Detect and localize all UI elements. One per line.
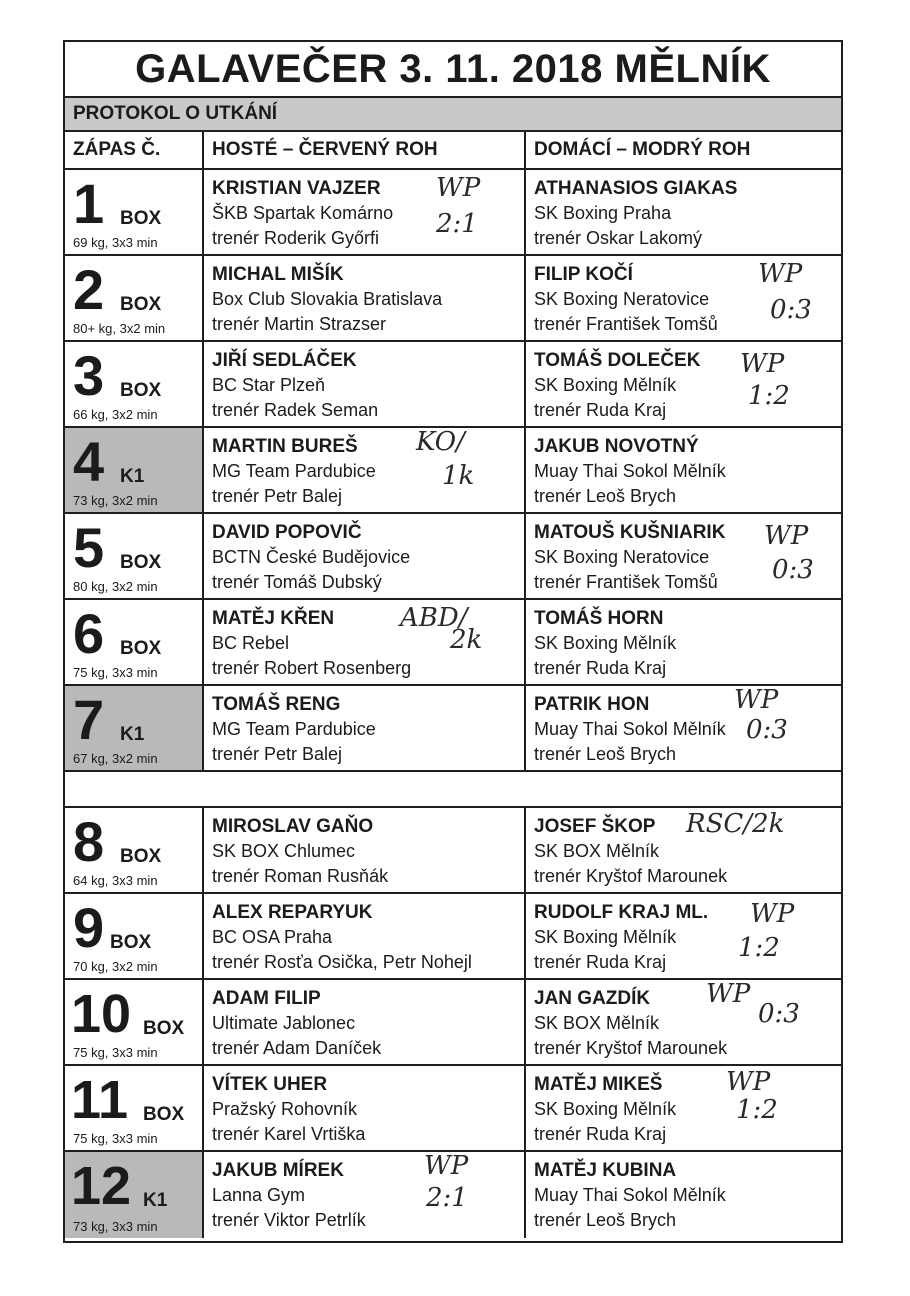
handwritten-result-verdict: WP [764, 521, 809, 551]
red-fighter-coach: trenér Karel Vrtiška [212, 1124, 366, 1144]
bout-number: 3 [73, 344, 105, 407]
bout-row [65, 428, 841, 514]
bout-number-cell [65, 894, 204, 978]
blue-corner-cell [526, 256, 841, 340]
bout-row [65, 686, 841, 772]
bout-number: 2 [73, 258, 105, 321]
bout-discipline: BOX [143, 1018, 185, 1039]
bout-number-cell [65, 600, 204, 684]
bout-weight-rounds: 73 kg, 3x3 min [73, 1219, 158, 1234]
blue-fighter-club: Muay Thai Sokol Mělník [534, 461, 726, 481]
blue-corner-cell [526, 342, 841, 426]
handwritten-result-score: 0:3 [758, 999, 800, 1029]
blue-fighter-name: JAKUB NOVOTNÝ [534, 436, 699, 457]
bout-weight-rounds: 70 kg, 3x2 min [73, 959, 158, 974]
bout-discipline: K1 [120, 466, 145, 487]
blue-fighter-club: SK Boxing Praha [534, 203, 672, 223]
red-fighter-club: BC Rebel [212, 633, 290, 653]
blue-corner-cell [526, 1152, 841, 1238]
section-separator [65, 772, 841, 808]
red-fighter-coach: trenér Adam Daníček [212, 1038, 382, 1058]
red-fighter-coach: trenér Robert Rosenberg [212, 658, 412, 678]
bout-number-cell [65, 980, 204, 1064]
bout-number-cell [65, 342, 204, 426]
red-fighter-club: Box Club Slovakia Bratislava [212, 289, 443, 309]
blue-corner-cell [526, 170, 841, 254]
blue-fighter-club: SK Boxing Mělník [534, 633, 677, 653]
bout-row [65, 980, 841, 1066]
header-bout-number: ZÁPAS Č. [65, 132, 204, 168]
blue-fighter-name: ATHANASIOS GIAKAS [534, 178, 738, 199]
red-fighter-name: DAVID POPOVIČ [212, 522, 362, 543]
red-fighter-coach: trenér Viktor Petrlík [212, 1210, 366, 1230]
blue-corner-cell [526, 808, 841, 892]
blue-fighter-coach: trenér Leoš Brych [534, 1210, 677, 1230]
red-fighter-name: JIŘÍ SEDLÁČEK [212, 350, 357, 371]
red-fighter-club: Pražský Rohovník [212, 1099, 358, 1119]
red-fighter-club: BCTN České Budějovice [212, 547, 411, 567]
red-fighter [204, 894, 524, 975]
bout-weight-rounds: 64 kg, 3x3 min [73, 873, 158, 888]
bout-row [65, 808, 841, 894]
red-fighter-name: MATĚJ KŘEN [212, 608, 335, 629]
blue-fighter [526, 686, 841, 767]
red-fighter-coach: trenér Tomáš Dubský [212, 572, 382, 592]
bout-weight-rounds: 67 kg, 3x2 min [73, 751, 158, 766]
blue-corner-cell [526, 686, 841, 770]
bout-number: 11 [71, 1070, 129, 1130]
handwritten-result-verdict: WP [726, 1067, 771, 1097]
handwritten-result-score: 0:3 [746, 715, 788, 745]
bout-number: 8 [73, 810, 105, 873]
blue-fighter [526, 1066, 841, 1147]
red-corner-cell [204, 894, 526, 978]
bout-number: 12 [71, 1156, 132, 1216]
bout-row [65, 894, 841, 980]
red-fighter [204, 256, 524, 337]
bout-discipline: BOX [120, 294, 162, 315]
bout-number-cell [65, 428, 204, 512]
red-fighter-coach: trenér Roman Rusňák [212, 866, 389, 886]
blue-fighter-name: MATĚJ KUBINA [534, 1160, 677, 1181]
red-corner-cell [204, 514, 526, 598]
red-fighter-name: MIROSLAV GAŇO [212, 816, 374, 837]
bout-number-cell [65, 1152, 204, 1238]
red-fighter-coach: trenér Rosťa Osička, Petr Nohejl [212, 952, 472, 972]
red-fighter-coach: trenér Petr Balej [212, 744, 343, 764]
bout-discipline: BOX [143, 1104, 185, 1125]
handwritten-result-verdict: WP [436, 173, 481, 203]
blue-fighter-club: Muay Thai Sokol Mělník [534, 719, 726, 739]
handwritten-result-score: 1:2 [738, 933, 780, 963]
blue-fighter [526, 170, 841, 251]
handwritten-result-score: 2k [450, 625, 483, 655]
bout-discipline: K1 [143, 1190, 168, 1211]
bout-row [65, 1152, 841, 1238]
red-corner-cell [204, 1152, 526, 1238]
bout-weight-rounds: 73 kg, 3x2 min [73, 493, 158, 508]
blue-fighter-name: TOMÁŠ HORN [534, 608, 664, 629]
bout-discipline: BOX [120, 552, 162, 573]
blue-fighter-coach: trenér Kryštof Marounek [534, 866, 728, 886]
blue-fighter-coach: trenér Leoš Brych [534, 486, 677, 506]
bout-weight-rounds: 66 kg, 3x2 min [73, 407, 158, 422]
red-fighter-name: MICHAL MIŠÍK [212, 264, 344, 285]
red-corner-cell [204, 600, 526, 684]
bout-row [65, 1066, 841, 1152]
red-corner-cell [204, 980, 526, 1064]
blue-fighter-name: MATOUŠ KUŠNIARIK [534, 522, 726, 543]
handwritten-result-score: 1:2 [736, 1095, 778, 1125]
handwritten-result-verdict: WP [740, 349, 785, 379]
bout-discipline: K1 [120, 724, 145, 745]
red-fighter [204, 428, 524, 509]
bout-number: 10 [71, 984, 132, 1044]
blue-fighter-name: TOMÁŠ DOLEČEK [534, 350, 701, 371]
bout-row [65, 170, 841, 256]
red-fighter-name: TOMÁŠ RENG [212, 694, 341, 715]
bout-discipline: BOX [110, 932, 152, 953]
handwritten-result-verdict: RSC/2k [686, 809, 785, 839]
bout-number-cell [65, 808, 204, 892]
blue-fighter [526, 428, 841, 509]
blue-fighter-club: SK Boxing Mělník [534, 927, 677, 947]
red-fighter [204, 980, 524, 1061]
red-fighter-coach: trenér Petr Balej [212, 486, 343, 506]
blue-fighter [526, 1152, 841, 1233]
blue-fighter-name: JOSEF ŠKOP [534, 816, 656, 837]
blue-fighter-club: SK Boxing Mělník [534, 1099, 677, 1119]
red-fighter [204, 342, 524, 423]
blue-fighter-coach: trenér Leoš Brych [534, 744, 677, 764]
handwritten-result-verdict: WP [758, 259, 803, 289]
blue-fighter-coach: trenér Ruda Kraj [534, 400, 667, 420]
bout-number: 5 [73, 516, 105, 579]
blue-fighter-name: FILIP KOČÍ [534, 264, 633, 285]
handwritten-result-verdict: WP [424, 1151, 469, 1181]
red-fighter-club: Ultimate Jablonec [212, 1013, 356, 1033]
blue-fighter-coach: trenér Ruda Kraj [534, 1124, 667, 1144]
handwritten-result-score: 0:3 [770, 295, 812, 325]
blue-corner-cell [526, 600, 841, 684]
red-fighter [204, 808, 524, 889]
bout-discipline: BOX [120, 846, 162, 867]
blue-fighter-coach: trenér Ruda Kraj [534, 952, 667, 972]
bout-number: 4 [73, 430, 105, 493]
bout-weight-rounds: 75 kg, 3x3 min [73, 1131, 158, 1146]
red-corner-cell [204, 1066, 526, 1150]
red-fighter-club: BC OSA Praha [212, 927, 333, 947]
red-fighter-name: VÍTEK UHER [212, 1074, 328, 1095]
blue-fighter-coach: trenér Oskar Lakomý [534, 228, 703, 248]
bout-number-cell [65, 514, 204, 598]
blue-fighter-name: PATRIK HON [534, 694, 650, 715]
blue-fighter-coach: trenér Kryštof Marounek [534, 1038, 728, 1058]
bout-discipline: BOX [120, 638, 162, 659]
blue-corner-cell [526, 428, 841, 512]
blue-fighter-name: RUDOLF KRAJ ML. [534, 902, 709, 923]
bout-number: 1 [73, 172, 105, 235]
red-fighter-club: Lanna Gym [212, 1185, 306, 1205]
bout-discipline: BOX [120, 380, 162, 401]
table-header-row [65, 132, 841, 170]
bout-number: 6 [73, 602, 105, 665]
red-fighter-club: BC Star Plzeň [212, 375, 326, 395]
bout-number-cell [65, 686, 204, 770]
red-fighter-name: JAKUB MÍREK [212, 1160, 344, 1181]
handwritten-result-verdict: KO/ [416, 427, 465, 457]
bout-protocol-sheet [63, 40, 843, 1243]
red-corner-cell [204, 342, 526, 426]
page-title: GALAVEČER 3. 11. 2018 MĚLNÍK [65, 42, 841, 98]
blue-fighter-club: SK BOX Mělník [534, 1013, 660, 1033]
blue-corner-cell [526, 514, 841, 598]
blue-fighter-club: Muay Thai Sokol Mělník [534, 1185, 726, 1205]
blue-fighter [526, 808, 841, 889]
bout-number-cell [65, 1066, 204, 1150]
blue-corner-cell [526, 980, 841, 1064]
bout-number-cell [65, 256, 204, 340]
red-fighter-club: MG Team Pardubice [212, 719, 376, 739]
handwritten-result-score: 0:3 [772, 555, 814, 585]
red-fighter-club: MG Team Pardubice [212, 461, 376, 481]
handwritten-result-verdict: WP [706, 979, 751, 1009]
blue-fighter-club: SK Boxing Neratovice [534, 289, 710, 309]
bout-row [65, 342, 841, 428]
bout-number-cell [65, 170, 204, 254]
blue-fighter-coach: trenér František Tomšů [534, 314, 718, 334]
blue-fighter [526, 600, 841, 681]
blue-fighter-club: SK BOX Mělník [534, 841, 660, 861]
red-fighter-coach: trenér Roderik Győrfi [212, 228, 380, 248]
handwritten-result-score: 1:2 [748, 381, 790, 411]
blue-fighter [526, 342, 841, 423]
bout-number: 9 [73, 896, 105, 959]
red-corner-cell [204, 170, 526, 254]
blue-fighter-coach: trenér František Tomšů [534, 572, 718, 592]
handwritten-result-score: 2:1 [436, 209, 478, 239]
handwritten-result-verdict: WP [750, 899, 795, 929]
red-fighter-name: ALEX REPARYUK [212, 902, 373, 923]
bout-weight-rounds: 75 kg, 3x3 min [73, 1045, 158, 1060]
bout-row [65, 514, 841, 600]
bout-weight-rounds: 80+ kg, 3x2 min [73, 321, 166, 336]
red-fighter [204, 514, 524, 595]
protocol-subtitle: PROTOKOL O UTKÁNÍ [65, 98, 841, 132]
red-fighter-coach: trenér Radek Seman [212, 400, 379, 420]
red-fighter-club: ŠKB Spartak Komárno [212, 203, 394, 223]
red-corner-cell [204, 428, 526, 512]
red-fighter-coach: trenér Martin Strazser [212, 314, 387, 334]
blue-fighter-club: SK Boxing Neratovice [534, 547, 710, 567]
red-fighter [204, 1066, 524, 1147]
bout-row [65, 600, 841, 686]
red-fighter-name: ADAM FILIP [212, 988, 321, 1009]
red-corner-cell [204, 686, 526, 770]
bout-number: 7 [73, 688, 105, 751]
blue-fighter-club: SK Boxing Mělník [534, 375, 677, 395]
red-fighter-name: KRISTIAN VAJZER [212, 178, 381, 199]
handwritten-result-verdict: WP [734, 685, 779, 715]
blue-fighter-name: JAN GAZDÍK [534, 988, 651, 1009]
bout-rows [65, 170, 841, 1238]
blue-corner-cell [526, 894, 841, 978]
bout-row [65, 256, 841, 342]
red-fighter-name: MARTIN BUREŠ [212, 436, 358, 457]
bout-weight-rounds: 75 kg, 3x3 min [73, 665, 158, 680]
red-fighter-club: SK BOX Chlumec [212, 841, 356, 861]
blue-fighter-coach: trenér Ruda Kraj [534, 658, 667, 678]
bout-discipline: BOX [120, 208, 162, 229]
handwritten-result-score: 1k [442, 461, 475, 491]
bout-weight-rounds: 69 kg, 3x3 min [73, 235, 158, 250]
red-fighter [204, 686, 524, 767]
bout-weight-rounds: 80 kg, 3x2 min [73, 579, 158, 594]
header-blue-corner: DOMÁCÍ – MODRÝ ROH [534, 139, 751, 160]
header-red-corner: HOSTÉ – ČERVENÝ ROH [204, 132, 526, 168]
red-corner-cell [204, 808, 526, 892]
red-fighter [204, 1152, 524, 1233]
handwritten-result-verdict: ABD/ [400, 603, 468, 633]
blue-fighter-name: MATĚJ MIKEŠ [534, 1074, 663, 1095]
handwritten-result-score: 2:1 [426, 1183, 468, 1213]
blue-corner-cell [526, 1066, 841, 1150]
red-corner-cell [204, 256, 526, 340]
